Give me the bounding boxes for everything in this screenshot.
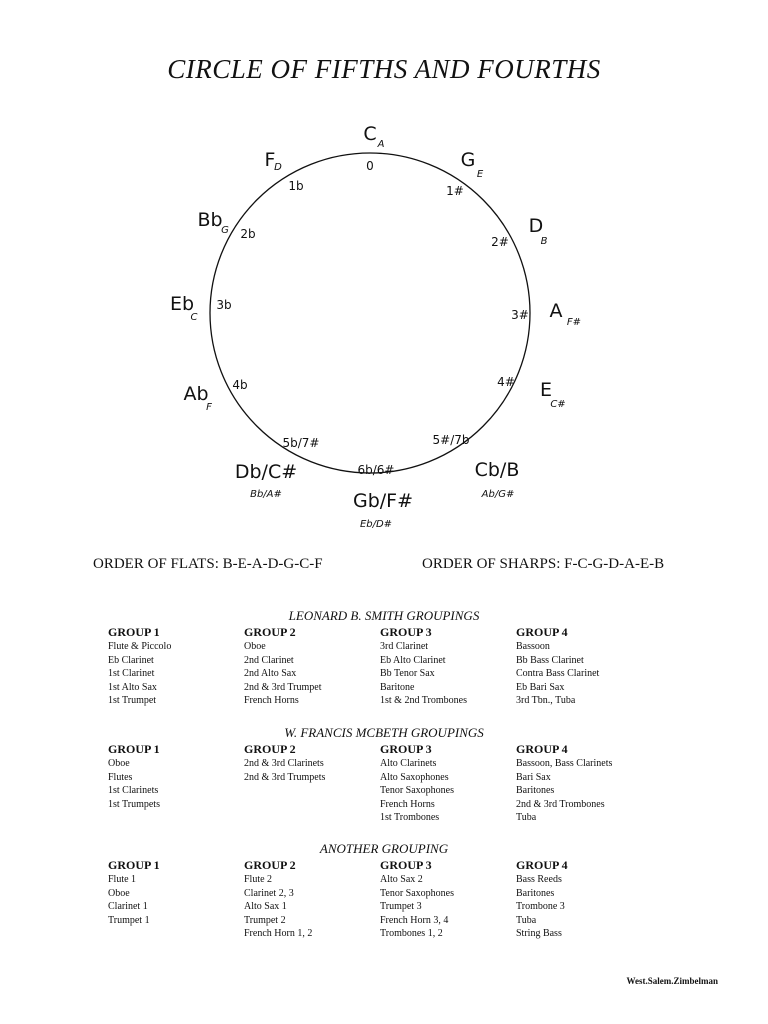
group-column [380,625,467,708]
group-column [516,625,599,708]
instrument-item: 1st Trombones [380,812,440,824]
instrument-item: Trombone 3 [516,901,565,913]
accidentals-db-csharp: 5b/7# [282,436,320,450]
instrument-item: 2nd & 3rd Trumpet [244,681,322,693]
relative-minor-c: A [377,139,385,150]
group-column [244,625,322,708]
instrument-item: Bassoon [516,641,550,652]
instrument-item: 3rd Tbn., Tuba [516,695,576,707]
relative-minor-g: E [476,169,484,180]
group-column [244,742,325,784]
instrument-item: Baritone [380,681,415,693]
circle-outline [210,153,530,473]
instrument-item: Trumpet 1 [108,914,150,926]
instrument-item: Alto Sax 1 [244,901,287,913]
group-column [516,858,568,941]
major-key-e: E [539,379,553,401]
section-title: ANOTHER GROUPING [319,841,449,856]
major-key-a: A [549,300,563,322]
accidentals-cb-b: 5#/7b [432,433,470,447]
instrument-item: Bb Bass Clarinet [516,654,584,666]
page-title: CIRCLE OF FIFTHS AND FOURTHS [167,54,601,84]
instrument-item: Clarinet 2, 3 [244,887,294,899]
relative-minor-ab: F [206,402,212,413]
instrument-item: Trumpet 2 [244,914,286,926]
group-column [244,858,312,941]
instrument-item: Flute 2 [244,874,273,885]
major-key-f: F [264,149,276,171]
instrument-item: French Horn 1, 2 [244,928,313,940]
accidentals-eb: 3b [216,298,232,312]
accidentals-c: 0 [366,159,374,173]
instrument-item: 2nd & 3rd Trombones [516,798,605,810]
group-heading: GROUP 4 [516,625,568,639]
relative-minor-d: B [540,236,548,247]
accidentals-f: 1b [288,179,304,193]
instrument-item: 2nd Alto Sax [244,668,297,680]
major-key-bb: Bb [197,209,223,231]
instrument-item: Clarinet 1 [108,901,148,913]
section-title: LEONARD B. SMITH GROUPINGS [288,608,480,623]
instrument-item: Alto Saxophones [380,771,449,783]
group-heading: GROUP 4 [516,742,568,756]
instrument-item: Tenor Saxophones [380,785,455,797]
footer-credit: West.Salem.Zimbelman [626,976,718,986]
accidentals-a: 3# [511,308,529,322]
group-column [108,858,160,927]
accidentals-g: 1# [446,184,464,198]
relative-minor-cb-b: Ab/G# [481,489,515,500]
major-key-c: C [363,123,377,145]
accidentals-bb: 2b [240,227,256,241]
relative-minor-f: D [274,162,282,173]
instrument-item: Eb Bari Sax [516,681,565,693]
group-column [380,742,454,825]
major-key-ab: Ab [183,383,209,405]
section-title: W. FRANCIS MCBETH GROUPINGS [284,725,484,740]
relative-minor-db-csharp: Bb/A# [250,489,282,500]
instrument-item: Bb Tenor Sax [380,668,435,680]
instrument-item: Alto Clarinets [380,758,437,769]
group-heading: GROUP 2 [244,625,296,639]
instrument-item: 3rd Clarinet [380,641,429,652]
instrument-item: Flute 1 [108,874,137,885]
instrument-item: 2nd Clarinet [244,654,294,666]
accidentals-gb-fsharp: 6b/6# [357,463,395,477]
instrument-item: 1st & 2nd Trombones [380,695,467,707]
instrument-item: Tuba [516,812,537,824]
instrument-item: Oboe [244,641,266,652]
instrument-item: Trombones 1, 2 [380,928,443,940]
group-column [516,742,612,825]
instrument-item: French Horns [244,695,299,707]
group-heading: GROUP 3 [380,742,432,756]
major-key-db-csharp: Db/C# [234,461,298,483]
instrument-item: 1st Alto Sax [108,681,157,693]
relative-minor-eb: C [190,312,198,323]
instrument-item: Alto Sax 2 [380,874,423,885]
group-heading: GROUP 2 [244,742,296,756]
instrument-item: Oboe [108,887,130,899]
major-key-eb: Eb [169,293,195,315]
instrument-item: French Horns [380,798,435,810]
instrument-item: Eb Alto Clarinet [380,654,446,666]
group-heading: GROUP 3 [380,625,432,639]
instrument-item: Flute & Piccolo [108,641,172,652]
group-column [380,858,454,941]
group-heading: GROUP 4 [516,858,568,872]
relative-minor-gb-fsharp: Eb/D# [359,519,393,530]
instrument-item: Trumpet 3 [380,901,422,913]
relative-minor-bb: G [221,225,229,236]
order-of-sharps: ORDER OF SHARPS: F-C-G-D-A-E-B [422,556,665,572]
accidentals-d: 2# [491,235,509,249]
instrument-item: 1st Clarinet [108,668,155,680]
group-heading: GROUP 2 [244,858,296,872]
instrument-item: Bassoon, Bass Clarinets [516,758,613,769]
instrument-item: Tuba [516,914,537,926]
group-column [108,625,171,708]
relative-minor-a: F# [566,317,582,328]
instrument-item: Baritones [516,887,555,899]
group-heading: GROUP 3 [380,858,432,872]
accidentals-ab: 4b [232,378,248,392]
instrument-item: Contra Bass Clarinet [516,668,600,680]
group-heading: GROUP 1 [108,858,160,872]
group-heading: GROUP 1 [108,625,160,639]
relative-minor-e: C# [550,399,566,410]
instrument-item: Oboe [108,758,130,769]
instrument-item: Bari Sax [516,771,551,783]
major-key-d: D [528,215,544,237]
instrument-item: Baritones [516,785,555,797]
instrument-item: 1st Clarinets [108,785,159,797]
group-column [108,742,160,811]
instrument-item: Tenor Saxophones [380,887,455,899]
accidentals-e: 4# [497,375,515,389]
instrument-item: Eb Clarinet [108,654,154,666]
major-key-gb-fsharp: Gb/F# [352,490,414,512]
instrument-item: Flutes [108,771,133,783]
instrument-item: String Bass [516,928,562,940]
instrument-item: 2nd & 3rd Trumpets [244,771,326,783]
major-key-g: G [460,149,476,171]
group-heading: GROUP 1 [108,742,160,756]
instrument-item: 2nd & 3rd Clarinets [244,758,324,769]
instrument-item: French Horn 3, 4 [380,914,449,926]
instrument-item: 1st Trumpets [108,798,160,810]
instrument-item: 1st Trumpet [108,695,157,707]
major-key-cb-b: Cb/B [474,459,520,481]
instrument-item: Bass Reeds [516,874,562,885]
order-of-flats: ORDER OF FLATS: B-E-A-D-G-C-F [93,556,323,572]
